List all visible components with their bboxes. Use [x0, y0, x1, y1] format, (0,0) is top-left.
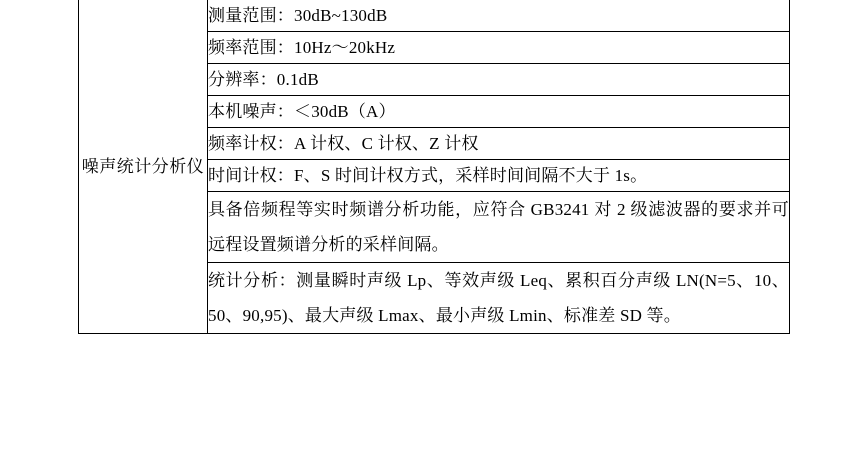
spec-text: 频率计权：A 计权、C 计权、Z 计权 [208, 134, 479, 153]
spec-text: 测量范围：30dB~130dB [208, 6, 388, 25]
spec-text: 本机噪声：＜30dB（A） [208, 102, 396, 121]
spec-cell-resolution [208, 64, 790, 96]
specification-table [78, 0, 790, 334]
table-body [79, 0, 790, 334]
spec-text: 分辨率：0.1dB [208, 70, 319, 89]
spec-text: 具备倍频程等实时频谱分析功能，应符合 GB3241 对 2 级滤波器的要求并可远程设置频谱分析的采样间隔。 [208, 200, 789, 254]
spec-cell-frequency-range [208, 32, 790, 64]
spec-text: 时间计权：F、S 时间计权方式，采样时间间隔不大于 1s。 [208, 166, 648, 185]
spec-text: 统计分析：测量瞬时声级 Lp、等效声级 Leq、累积百分声级 LN(N=5、10、50、90,95)、最大声级 Lmax、最小声级 Lmin、标准差 SD 等。 [208, 271, 789, 325]
spec-cell-statistical-analysis [208, 263, 790, 334]
spec-cell-self-noise [208, 96, 790, 128]
table-row [79, 0, 790, 32]
spec-cell-spectrum-analysis [208, 192, 790, 263]
spec-cell-measurement-range [208, 0, 790, 32]
spec-cell-time-weighting [208, 160, 790, 192]
row-label-cell [79, 0, 208, 334]
row-label-text: 噪声统计分析仪 [81, 156, 205, 176]
spec-cell-frequency-weighting [208, 128, 790, 160]
spec-text: 频率范围：10Hz～20kHz [208, 38, 396, 57]
